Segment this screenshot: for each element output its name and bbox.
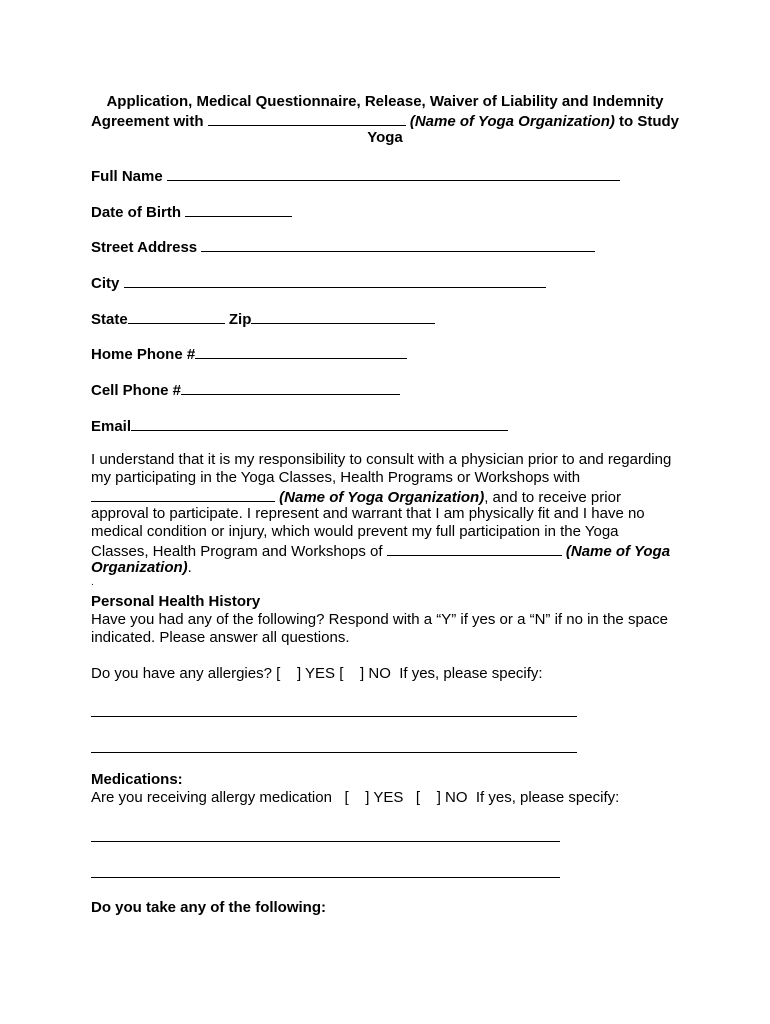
- consent-line-2: my participating in the Yoga Classes, Health Programs or Workshops with: [91, 469, 581, 486]
- consent-line-5: medical condition or injury, which would prevent my full participation in the Yoga: [91, 523, 619, 540]
- title-line-1: Application, Medical Questionnaire, Release, Waiver of Liability and Indemnity: [106, 93, 664, 110]
- medications-line-2[interactable]: [91, 877, 560, 878]
- org-name-blank-3[interactable]: [387, 541, 562, 556]
- dob-row: [91, 201, 292, 219]
- zip-label: Zip: [228, 311, 252, 328]
- title-line-3: Yoga: [367, 129, 403, 146]
- city-field[interactable]: [124, 272, 546, 288]
- consent-line-6: [91, 541, 670, 559]
- street-row: [91, 236, 595, 254]
- consent-line-4: approval to participate. I represent and warrant that I am physically fit and I have no: [91, 505, 645, 522]
- health-intro-2: indicated. Please answer all questions.: [91, 629, 350, 646]
- cell-phone-row: [91, 379, 400, 397]
- state-label: State: [91, 311, 128, 328]
- consent-line-1: I understand that it is my responsibility to consult with a physician prior to and regarding: [91, 451, 672, 468]
- email-row: [91, 415, 508, 433]
- consent-l6-prefix: Classes, Health Program and Workshops of: [91, 543, 383, 560]
- full-name-field[interactable]: [167, 165, 620, 181]
- consent-period: .: [187, 559, 192, 576]
- consent-line-3: [91, 487, 621, 505]
- email-label: Email: [91, 418, 132, 435]
- org-placeholder-3: (Name of Yoga: [565, 543, 671, 560]
- allergies-line-1[interactable]: [91, 716, 577, 717]
- org-name-blank[interactable]: [208, 111, 406, 126]
- home-phone-row: [91, 343, 407, 361]
- health-heading: Personal Health History: [91, 593, 261, 610]
- allergies-line-2[interactable]: [91, 752, 577, 753]
- home-phone-label: Home Phone #: [91, 346, 196, 363]
- medications-question[interactable]: Are you receiving allergy medication [ ] YES [ ] NO If yes, please specify:: [91, 789, 620, 806]
- cell-phone-label: Cell Phone #: [91, 382, 182, 399]
- following-heading: Do you take any of the following:: [91, 899, 327, 916]
- title-line-2: [0, 111, 770, 131]
- home-phone-field[interactable]: [195, 343, 407, 359]
- org-placeholder-3b: Organization): [91, 559, 188, 576]
- title-prefix: Agreement with: [90, 113, 204, 130]
- stray-dot: .: [91, 577, 94, 588]
- state-zip-row: [91, 308, 435, 326]
- allergies-question[interactable]: Do you have any allergies? [ ] YES [ ] NO If yes, please specify:: [91, 665, 543, 682]
- full-name-label: Full Name: [91, 168, 163, 185]
- dob-label: Date of Birth: [91, 204, 181, 221]
- org-name-blank-2[interactable]: [91, 487, 275, 502]
- consent-suffix: , and to receive prior: [484, 489, 621, 506]
- city-label: City: [91, 275, 120, 292]
- full-name-row: [91, 165, 620, 183]
- consent-line-7: [91, 559, 192, 577]
- street-field[interactable]: [201, 236, 595, 252]
- health-intro-1: Have you had any of the following? Respond with a “Y” if yes or a “N” if no in the space: [91, 611, 668, 628]
- street-label: Street Address: [91, 239, 198, 256]
- medications-heading: Medications:: [91, 771, 183, 788]
- city-row: [91, 272, 546, 290]
- state-field[interactable]: [128, 308, 225, 324]
- org-placeholder-2: (Name of Yoga Organization): [279, 489, 485, 506]
- org-placeholder: (Name of Yoga Organization): [409, 113, 615, 130]
- zip-field[interactable]: [251, 308, 435, 324]
- medications-line-1[interactable]: [91, 841, 560, 842]
- title-suffix: to Study: [619, 113, 680, 130]
- email-field[interactable]: [131, 415, 508, 431]
- cell-phone-field[interactable]: [181, 379, 400, 395]
- dob-field[interactable]: [185, 201, 292, 217]
